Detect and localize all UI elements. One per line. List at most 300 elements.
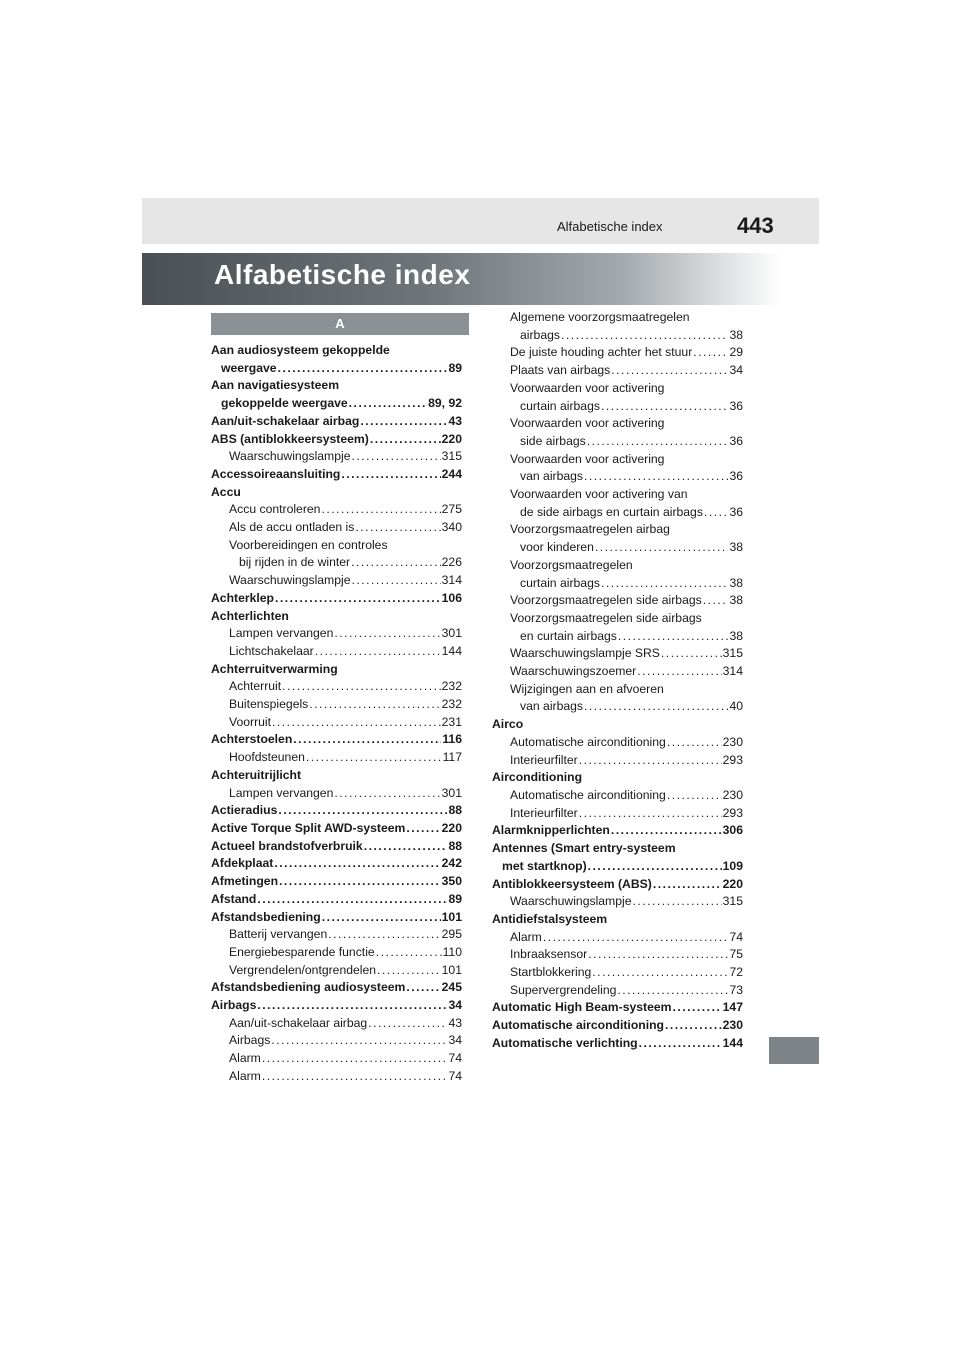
index-entry-text: Voorbereidingen en controles — [229, 537, 388, 552]
index-entry-text: Airconditioning — [492, 770, 583, 785]
leader-dots — [639, 1035, 722, 1053]
index-entry-page: 89 — [448, 891, 462, 906]
index-entry-page: 220 — [441, 431, 462, 446]
leader-dots — [262, 1068, 448, 1086]
page-number: 443 — [737, 213, 774, 238]
index-entry-text: Achterlichten — [211, 608, 289, 623]
leader-dots — [587, 433, 729, 451]
index-entry-text: Actieradius — [211, 803, 278, 818]
leader-dots — [618, 628, 729, 646]
index-entry — [492, 893, 743, 911]
leader-dots — [282, 678, 441, 696]
leader-dots — [653, 876, 722, 894]
index-entry-text: van airbags — [520, 699, 584, 714]
leader-dots — [637, 663, 721, 681]
index-entry-text: Startblokkering — [510, 965, 592, 980]
index-entry-text: Airbags — [229, 1033, 271, 1048]
index-entry-page: 34 — [729, 363, 743, 378]
index-entry — [211, 643, 462, 661]
leader-dots — [364, 838, 448, 856]
leader-dots — [334, 625, 440, 643]
index-entry — [211, 448, 462, 466]
index-entry-text: Wijzigingen aan en afvoeren — [510, 681, 664, 696]
index-entry — [492, 309, 743, 327]
index-entry-page: 117 — [442, 750, 462, 765]
index-entry — [211, 360, 462, 378]
index-entry — [492, 539, 743, 557]
index-column-left — [211, 342, 462, 1086]
index-entry-text: de side airbags en curtain airbags — [520, 504, 703, 519]
index-entry — [211, 962, 462, 980]
leader-dots — [579, 752, 722, 770]
leader-dots — [351, 572, 440, 590]
index-entry — [492, 716, 743, 734]
index-entry-text: Aan navigatiesysteem — [211, 378, 340, 393]
index-entry-text: Accu controleren — [229, 502, 321, 517]
index-entry — [492, 698, 743, 716]
index-entry — [211, 731, 462, 749]
index-entry-page: 73 — [729, 982, 743, 997]
page-title: Alfabetische index — [214, 259, 471, 290]
index-entry-text: Alarmknipperlichten — [492, 823, 610, 838]
index-entry-text: Voorzorgsmaatregelen airbag — [510, 522, 670, 537]
index-entry-page: 36 — [729, 433, 743, 448]
index-entry-page: 314 — [441, 573, 462, 588]
index-entry-page: 226 — [441, 555, 462, 570]
index-entry-page: 101 — [441, 962, 462, 977]
index-entry-text: Interieurfilter — [510, 805, 578, 820]
leader-dots — [262, 1050, 448, 1068]
leader-dots — [275, 590, 441, 608]
index-entry-page: 36 — [729, 504, 743, 519]
leader-dots — [278, 360, 448, 378]
index-entry — [492, 610, 743, 628]
index-entry — [492, 415, 743, 433]
index-entry — [492, 822, 743, 840]
index-entry — [492, 468, 743, 486]
leader-dots — [584, 468, 728, 486]
leader-dots — [271, 1032, 447, 1050]
index-entry-text: Antiblokkeersysteem (ABS) — [492, 876, 652, 891]
index-entry-text: airbags — [520, 327, 560, 342]
index-entry-page: 34 — [448, 998, 462, 1013]
index-entry-text: Antidiefstalsysteem — [492, 911, 608, 926]
index-entry-text: ABS (antiblokkeersysteem) — [211, 431, 369, 446]
index-entry-page: 293 — [722, 805, 743, 820]
index-entry — [211, 926, 462, 944]
index-entry-page: 38 — [729, 593, 743, 608]
index-entry-text: Achterruit — [229, 679, 282, 694]
index-entry-page: 306 — [722, 823, 743, 838]
index-entry-page: 315 — [722, 646, 743, 661]
index-entry-text: curtain airbags — [520, 575, 600, 590]
index-entry-text: Automatische verlichting — [492, 1035, 638, 1050]
index-entry-text: Afdekplaat — [211, 856, 274, 871]
index-entry-text: Accu — [211, 484, 241, 499]
index-entry-text: weergave — [221, 360, 277, 375]
index-entry-page: 38 — [729, 327, 743, 342]
index-entry-page: 232 — [441, 679, 462, 694]
index-entry-page: 109 — [722, 858, 743, 873]
index-entry — [211, 413, 462, 431]
leader-dots — [315, 643, 441, 661]
leader-dots — [349, 395, 427, 413]
index-entry-text: Algemene voorzorgsmaatregelen — [510, 310, 690, 324]
index-entry — [492, 451, 743, 469]
index-entry-text: curtain airbags — [520, 398, 600, 413]
index-entry — [492, 628, 743, 646]
index-entry-page: 220 — [441, 820, 462, 835]
index-entry-text: Waarschuwingslampje — [229, 449, 351, 464]
index-entry — [211, 395, 462, 413]
leader-dots — [351, 448, 440, 466]
leader-dots — [693, 344, 728, 362]
index-entry — [492, 752, 743, 770]
index-entry — [492, 787, 743, 805]
leader-dots — [376, 944, 442, 962]
index-entry — [211, 909, 462, 927]
index-entry-page: 147 — [722, 1000, 743, 1015]
leader-dots — [588, 858, 722, 876]
index-entry-text: Voorruit — [229, 714, 272, 729]
index-entry-text: Lichtschakelaar — [229, 643, 314, 658]
leader-dots — [293, 731, 441, 749]
index-entry — [492, 433, 743, 451]
leader-dots — [257, 891, 447, 909]
index-entry — [492, 504, 743, 522]
index-entry-text: Automatische airconditioning — [492, 1018, 664, 1033]
leader-dots — [328, 926, 440, 944]
index-entry-text: Aan audiosysteem gekoppelde — [211, 343, 390, 357]
index-entry-text: Afmetingen — [211, 874, 279, 889]
index-entry — [492, 398, 743, 416]
index-entry — [211, 838, 462, 856]
index-entry-text: Waarschuwingslampje — [229, 573, 351, 588]
leader-dots — [355, 519, 440, 537]
leader-dots — [272, 714, 441, 732]
header-bar — [142, 198, 819, 244]
index-entry-text: Achterstoelen — [211, 732, 293, 747]
leader-dots — [543, 929, 729, 947]
leader-dots — [257, 997, 447, 1015]
leader-dots — [667, 734, 722, 752]
index-entry — [492, 999, 743, 1017]
section-letter-bar: A — [211, 313, 469, 335]
index-entry-page: 315 — [722, 894, 743, 909]
index-entry-page: 38 — [729, 540, 743, 555]
index-entry-text: Buitenspiegels — [229, 697, 309, 712]
index-entry-text: Alarm — [510, 929, 542, 944]
leader-dots — [617, 982, 728, 1000]
index-entry — [211, 431, 462, 449]
index-entry — [211, 625, 462, 643]
index-entry-text: Voorwaarden voor activering van — [510, 487, 688, 502]
index-entry — [492, 964, 743, 982]
index-entry — [211, 484, 462, 502]
index-entry-page: 275 — [441, 502, 462, 517]
index-entry-text: De juiste houding achter het stuur — [510, 345, 693, 360]
leader-dots — [588, 946, 728, 964]
index-entry-page: 244 — [441, 466, 462, 481]
index-entry — [211, 891, 462, 909]
index-entry-text: Active Torque Split AWD-systeem — [211, 820, 406, 835]
leader-dots — [360, 413, 447, 431]
index-entry-text: Waarschuwingslampje SRS — [510, 646, 660, 661]
index-entry — [492, 327, 743, 345]
leader-dots — [661, 645, 722, 663]
index-entry — [492, 592, 743, 610]
index-entry — [211, 1068, 462, 1086]
index-entry-page: 43 — [448, 1015, 462, 1030]
index-entry-text: Voorwaarden voor activering — [510, 451, 665, 466]
index-entry — [211, 714, 462, 732]
index-entry-page: 72 — [729, 965, 743, 980]
leader-dots — [322, 909, 441, 927]
index-entry — [492, 858, 743, 876]
index-entry — [492, 344, 743, 362]
index-entry-text: Inbraaksensor — [510, 947, 588, 962]
leader-dots — [704, 504, 729, 522]
index-entry-text: van airbags — [520, 469, 584, 484]
index-entry-page: 36 — [729, 469, 743, 484]
index-entry-text: gekoppelde weergave — [221, 396, 348, 411]
index-entry — [211, 785, 462, 803]
index-entry — [211, 1032, 462, 1050]
index-entry-text: Voorwaarden voor activering — [510, 416, 665, 431]
index-entry-text: Automatische airconditioning — [510, 787, 666, 802]
index-entry-text: Batterij vervangen — [229, 927, 328, 942]
leader-dots — [579, 805, 722, 823]
leader-dots — [377, 962, 441, 980]
index-entry-page: 232 — [441, 697, 462, 712]
index-entry-text: Aan/uit-schakelaar airbag — [211, 413, 360, 428]
index-entry-page: 242 — [441, 856, 462, 871]
leader-dots — [584, 698, 728, 716]
index-entry-text: Aan/uit-schakelaar airbag — [229, 1015, 368, 1030]
index-entry — [211, 342, 462, 360]
index-entry-text: bij rijden in de winter — [239, 555, 351, 570]
leader-dots — [672, 999, 721, 1017]
index-entry — [211, 873, 462, 891]
index-entry-page: 230 — [722, 787, 743, 802]
index-entry-page: 350 — [441, 874, 462, 889]
index-entry-text: Vergrendelen/ontgrendelen — [229, 962, 377, 977]
leader-dots — [665, 1017, 722, 1035]
index-entry-page: 34 — [448, 1033, 462, 1048]
index-entry — [211, 590, 462, 608]
index-entry — [211, 696, 462, 714]
index-entry — [211, 572, 462, 590]
index-entry — [211, 608, 462, 626]
leader-dots — [632, 893, 721, 911]
index-entry-page: 231 — [441, 714, 462, 729]
index-entry — [211, 537, 462, 555]
index-entry-page: 301 — [441, 785, 462, 800]
leader-dots — [611, 362, 728, 380]
index-entry-text: Afstand — [211, 891, 257, 906]
index-entry-text: Antennes (Smart entry-systeem — [492, 841, 676, 856]
index-entry-text: Achterklep — [211, 590, 274, 605]
index-entry-page: 101 — [441, 909, 462, 924]
index-entry-page: 144 — [441, 643, 462, 658]
index-entry — [492, 911, 743, 929]
index-entry — [492, 681, 743, 699]
index-entry — [211, 944, 462, 962]
index-entry-page: 293 — [722, 752, 743, 767]
index-entry — [211, 997, 462, 1015]
index-entry-page: 301 — [441, 626, 462, 641]
index-entry-page: 144 — [722, 1035, 743, 1050]
index-entry-text: Automatic High Beam-systeem — [492, 1000, 672, 1015]
index-entry-text: Achterruitverwarming — [211, 661, 338, 676]
index-entry — [211, 1050, 462, 1068]
leader-dots — [406, 979, 440, 997]
index-entry-text: Lampen vervangen — [229, 785, 334, 800]
index-entry-page: 314 — [722, 664, 743, 679]
index-entry — [211, 820, 462, 838]
leader-dots — [351, 554, 441, 572]
index-entry-text: Waarschuwingslampje — [510, 894, 632, 909]
index-entry — [492, 575, 743, 593]
index-entry-text: met startknop) — [502, 858, 587, 873]
index-entry — [492, 805, 743, 823]
leader-dots — [370, 431, 441, 449]
index-entry-text: Alarm — [229, 1068, 261, 1083]
index-entry — [211, 519, 462, 537]
chapter-tab — [769, 1037, 819, 1064]
running-header-title: Alfabetische index — [557, 219, 663, 234]
index-entry-text: Supervergrendeling — [510, 982, 617, 997]
index-entry-text: Alarm — [229, 1051, 261, 1066]
index-entry — [492, 557, 743, 575]
index-entry-text: side airbags — [520, 433, 586, 448]
index-entry — [211, 1015, 462, 1033]
index-entry — [492, 734, 743, 752]
index-entry — [211, 501, 462, 519]
index-entry — [492, 876, 743, 894]
leader-dots — [703, 592, 729, 610]
index-entry-text: Airco — [492, 717, 524, 732]
index-entry-page: 220 — [722, 876, 743, 891]
index-entry-page: 295 — [441, 927, 462, 942]
index-entry-page: 88 — [448, 803, 462, 818]
index-entry-text: Interieurfilter — [510, 752, 578, 767]
index-entry — [211, 554, 462, 572]
leader-dots — [595, 539, 729, 557]
index-entry-page: 36 — [729, 398, 743, 413]
index-entry — [492, 840, 743, 858]
index-entry-page: 40 — [729, 699, 743, 714]
index-entry — [211, 979, 462, 997]
index-entry-page: 245 — [441, 980, 462, 995]
index-entry-page: 74 — [729, 929, 743, 944]
index-entry-text: voor kinderen — [520, 540, 594, 555]
leader-dots — [601, 398, 728, 416]
index-entry — [492, 929, 743, 947]
index-entry-text: Actueel brandstofverbruik — [211, 838, 363, 853]
index-entry-page: 230 — [722, 1018, 743, 1033]
leader-dots — [278, 802, 447, 820]
index-entry-text: Afstandsbediening — [211, 909, 321, 924]
index-entry-page: 110 — [442, 944, 462, 959]
leader-dots — [306, 749, 442, 767]
leader-dots — [274, 855, 440, 873]
index-entry-page: 116 — [442, 732, 462, 747]
index-entry — [211, 749, 462, 767]
index-entry-page: 74 — [448, 1068, 462, 1083]
index-entry-page: 89, 92 — [428, 396, 462, 411]
index-entry-text: Airbags — [211, 998, 257, 1013]
index-column-right — [492, 309, 743, 1053]
index-entry — [492, 769, 743, 787]
index-entry — [492, 362, 743, 380]
index-entry-text: Voorwaarden voor activering — [510, 380, 665, 395]
index-entry — [492, 645, 743, 663]
index-entry — [211, 802, 462, 820]
leader-dots — [592, 964, 728, 982]
leader-dots — [309, 696, 440, 714]
index-entry — [492, 380, 743, 398]
index-entry — [211, 377, 462, 395]
index-entry-text: Energiebesparende functie — [229, 944, 375, 959]
index-entry-page: 74 — [448, 1051, 462, 1066]
leader-dots — [406, 820, 440, 838]
index-entry-page: 340 — [441, 520, 462, 535]
index-entry-text: Hoofdsteunen — [229, 750, 305, 765]
index-entry-page: 88 — [448, 838, 462, 853]
leader-dots — [341, 466, 440, 484]
index-entry-text: Voorzorgsmaatregelen — [510, 557, 633, 572]
index-entry — [492, 1017, 743, 1035]
index-entry-text: en curtain airbags — [520, 628, 617, 643]
index-entry — [211, 661, 462, 679]
leader-dots — [321, 501, 440, 519]
index-entry — [492, 982, 743, 1000]
index-entry — [492, 486, 743, 504]
index-entry — [492, 663, 743, 681]
leader-dots — [601, 575, 728, 593]
leader-dots — [561, 327, 728, 345]
leader-dots — [368, 1015, 447, 1033]
leader-dots — [334, 785, 440, 803]
index-entry — [492, 946, 743, 964]
index-entry — [492, 1035, 743, 1053]
index-entry — [211, 466, 462, 484]
index-entry — [211, 767, 462, 785]
index-entry-page: 38 — [729, 575, 743, 590]
index-entry-page: 75 — [729, 947, 743, 962]
index-entry-text: Voorzorgsmaatregelen side airbags — [510, 593, 702, 608]
index-entry-page: 43 — [448, 413, 462, 428]
leader-dots — [667, 787, 722, 805]
index-entry-text: Afstandsbediening audiosysteem — [211, 980, 406, 995]
index-entry-text: Plaats van airbags — [510, 363, 611, 378]
index-entry-page: 230 — [722, 734, 743, 749]
index-entry — [492, 521, 743, 539]
index-entry-text: Accessoireaansluiting — [211, 466, 341, 481]
index-entry-page: 315 — [441, 449, 462, 464]
index-entry — [211, 855, 462, 873]
index-entry-text: Lampen vervangen — [229, 626, 334, 641]
leader-dots — [279, 873, 441, 891]
index-entry-page: 29 — [729, 345, 743, 360]
index-entry-text: Automatische airconditioning — [510, 734, 666, 749]
index-entry-page: 89 — [448, 360, 462, 375]
index-entry-text: Als de accu ontladen is — [229, 520, 355, 535]
index-entry-page: 106 — [441, 590, 462, 605]
index-entry-text: Voorzorgsmaatregelen side airbags — [510, 610, 702, 625]
index-entry-text: Achteruitrijlicht — [211, 767, 302, 782]
